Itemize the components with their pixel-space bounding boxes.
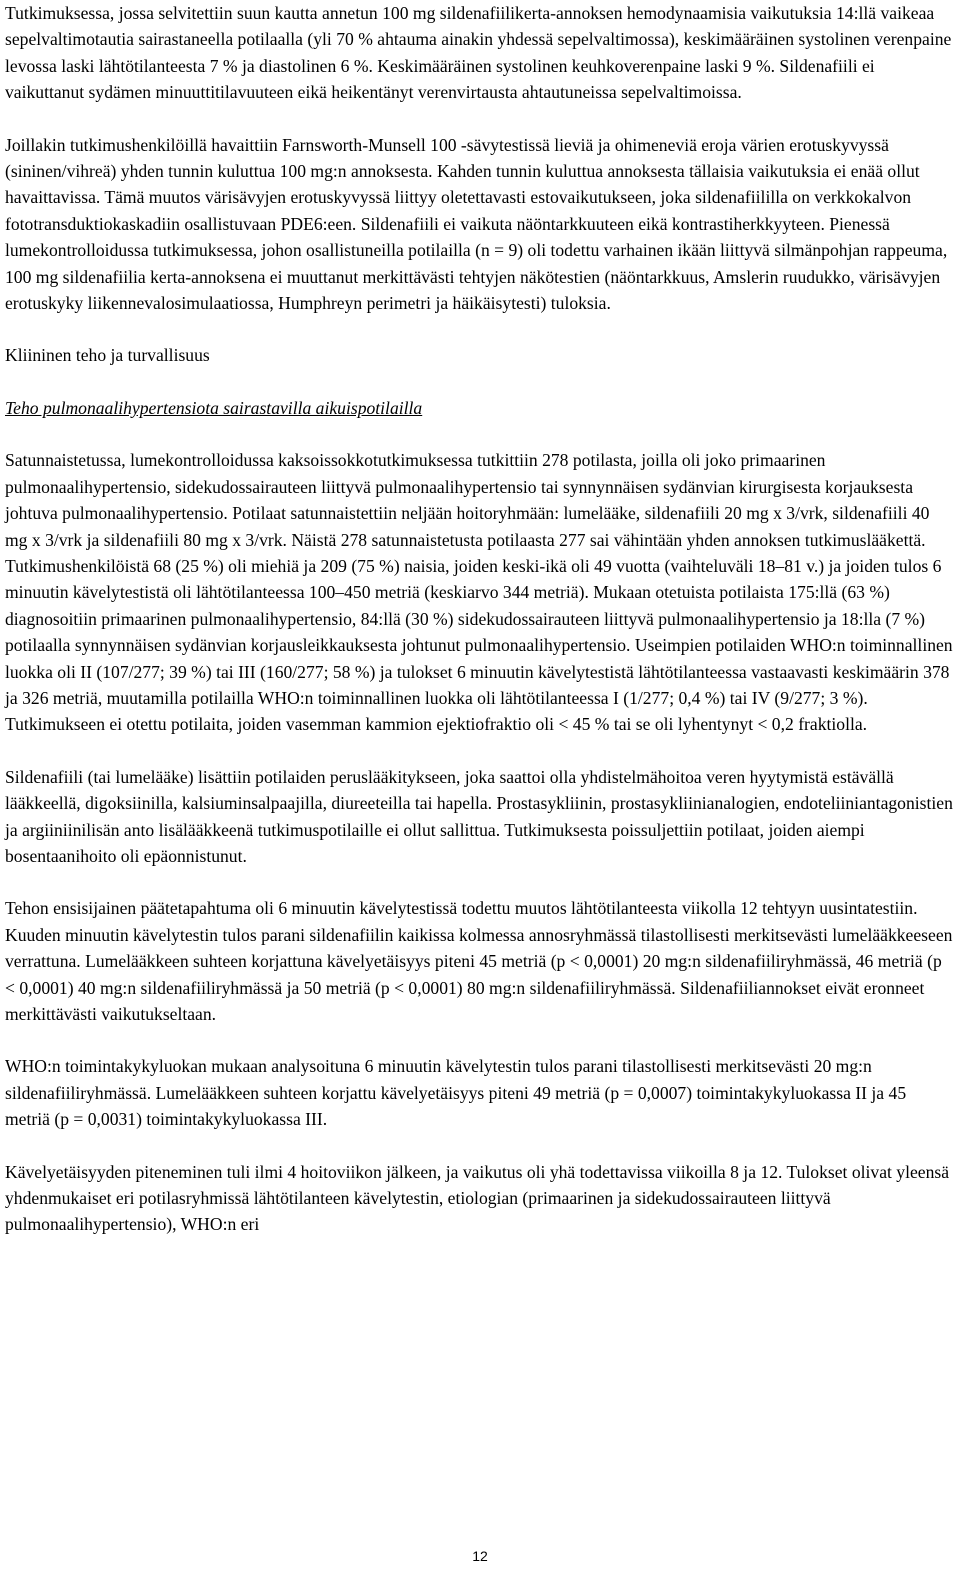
spacer <box>5 369 953 395</box>
paragraph-background-therapy: Sildenafiili (tai lumelääke) lisättiin potilaiden peruslääkitykseen, joka saattoi olla yhdistelmähoitoa veren hyytymistä estävällä lääkkeellä, digoksiinilla, kalsiuminsalpaajilla, diureeteilla tai hapella. Prostasykliinin, prostasykliinianalogien, endoteliiniantagonistien ja argiiniinilisän anto lisälääkkeenä tutkimuspotilaille ei ollut sallittua. Tutkimuksesta poissuljettiin potilaat, joiden aiempi bosentaanihoito oli epäonnistunut. <box>5 766 953 866</box>
spacer <box>5 316 953 342</box>
spacer <box>5 1133 953 1159</box>
spacer <box>5 738 953 764</box>
section-subheading: Teho pulmonaalihypertensiota sairastavilla aikuispotilailla <box>5 397 423 418</box>
spacer <box>5 869 953 895</box>
document-page <box>5 0 953 1238</box>
paragraph-primary-endpoint: Tehon ensisijainen päätetapahtuma oli 6 minuutin kävelytestissä todettu muutos lähtötilanteesta viikolla 12 tehtyyn uusintatestiin. Kuuden minuutin kävelytestin tulos parani sildenafiilin kaikissa kolmessa annosryhmässä tilastollisesti merkitsevästi lumelääkkeeseen verrattuna. Lumelääkkeen suhteen korjattuna kävelyetäisyys piteni 45 metriä (p < 0,0001) 20 mg:n sildenafiiliryhmässä, 46 metriä (p < 0,0001) 40 mg:n sildenafiiliryhmässä ja 50 metriä (p < 0,0001) 80 mg:n sildenafiiliryhmässä. Sildenafiiliannokset eivät eronneet merkittävästi vaikutukseltaan. <box>5 898 953 1024</box>
paragraph-time-course: Kävelyetäisyyden piteneminen tuli ilmi 4 hoitoviikon jälkeen, ja vaikutus oli yhä todettavissa viikoilla 8 ja 12. Tulokset olivat yleensä yhdenmukaiset eri potilasryhmissä lähtötilanteen kävelytestin, etiologian (primaarinen ja sidekudossairauteen liittyvä pulmonaalihypertensio), WHO:n eri <box>5 1161 950 1235</box>
spacer <box>5 421 953 447</box>
page-number: 12 <box>472 1548 488 1564</box>
spacer <box>5 1027 953 1053</box>
paragraph-hemodynamics: Tutkimuksessa, jossa selvitettiin suun kautta annetun 100 mg sildenafiilikerta-annoksen hemodynaamisia vaikutuksia 14:llä vaikeaa sepelvaltimotautia sairastaneella potilaalla (yli 70 % ahtauma ainakin yhdessä sepelvaltimossa), keskimääräinen systolinen verenpaine levossa laski lähtötilanteesta 7 % ja diastolinen 6 %. Keskimääräinen systolinen keuhkoverenpaine laski 9 %. Sildenafiili ei vaikuttanut sydämen minuuttitilavuuteen eikä heikentänyt verenvirtausta ahtautuneissa sepelvaltimoissa. <box>5 3 952 103</box>
section-heading: Kliininen teho ja turvallisuus <box>5 345 210 366</box>
paragraph-color-vision: Joillakin tutkimushenkilöillä havaittiin Farnsworth-Munsell 100 -sävytestissä lieviä ja ohimeneviä eroja värien erotuskyvyssä (sininen/vihreä) yhden tunnin kuluttua 100 mg:n annoksesta. Kahden tunnin kuluttua annoksesta tällaisia vaikutuksia ei enää ollut havaittavissa. Tämä muutos värisävyjen erotuskyvyssä liittyy oletettavasti estovaikutukseen, joka sildenafiililla on verkkokalvon fototransduktiokaskadiin osallistuvaan PDE6:een. Sildenafiili ei vaikuta näöntarkkuuteen eikä kontrastiherkkyyteen. Pienessä lumekontrolloidussa tutkimuksessa, johon osallistuneilla potilailla (n = 9) oli todettu varhainen ikään liittyvä silmänpohjan rappeuma, 100 mg sildenafiilia kerta-annoksena ei muuttanut merkittävästi tehtyjen näkötestien (näöntarkkuus, Amslerin ruudukko, värisävyjen erotuskyky liikennevalosimulaatiossa, Humphreyn perimetri ja häikäisytesti) tuloksia. <box>5 134 948 314</box>
spacer <box>5 106 953 132</box>
paragraph-who-class-analysis: WHO:n toimintakykyluokan mukaan analysoituna 6 minuutin kävelytestin tulos parani tilastollisesti merkitsevästi 20 mg:n sildenafiiliryhmässä. Lumelääkkeen suhteen korjattu kävelyetäisyys piteni 49 metriä (p = 0,0007) toimintakykyluokassa II ja 45 metriä (p = 0,0031) toimintakykyluokassa III. <box>5 1056 907 1130</box>
paragraph-study-design: Satunnaistetussa, lumekontrolloidussa kaksoissokkotutkimuksessa tutkittiin 278 potilasta, joilla oli joko primaarinen pulmonaalihypertensio, sidekudossairauteen liittyvä pulmonaalihypertensio tai synnynnäisen sydänvian kirurgisesta korjauksesta johtuva pulmonaalihypertensio. Potilaat satunnaistettiin neljään hoitoryhmään: lumelääke, sildenafiili 20 mg x 3/vrk, sildenafiili 40 mg x 3/vrk ja sildenafiili 80 mg x 3/vrk. Näistä 278 satunnaistetusta potilaasta 277 sai vähintään yhden annoksen tutkimuslääkettä. Tutkimushenkilöistä 68 (25 %) oli miehiä ja 209 (75 %) naisia, joiden keski-ikä oli 49 vuotta (vaihteluväli 18–81 v.) ja joiden tulos 6 minuutin kävelytestistä oli lähtötilanteessa 100–450 metriä (keskiarvo 344 metriä). Mukaan otetuista potilaista 175:llä (63 %) diagnosoitiin primaarinen pulmonaalihypertensio, 84:llä (30 %) sidekudossairauteen liittyvä pulmonaalihypertensio ja 18:lla (7 %) potilaalla synnynnäisen sydänvian korjausleikkauksesta johtunut pulmonaalihypertensio. Useimpien potilaiden WHO:n toiminnallinen luokka oli II (107/277; 39 %) tai III (160/277; 58 %) ja tulokset 6 minuutin kävelytestistä lähtötilanteessa vastaavasti keskimäärin 378 ja 326 metriä, muutamilla potilailla WHO:n toiminnallinen luokka oli lähtötilanteessa I (1/277; 0,4 %) tai IV (9/277; 3 %). Tutkimukseen ei otettu potilaita, joiden vasemman kammion ejektiofraktio oli < 45 % tai se oli lyhentynyt < 0,2 fraktiolla. <box>5 450 953 735</box>
